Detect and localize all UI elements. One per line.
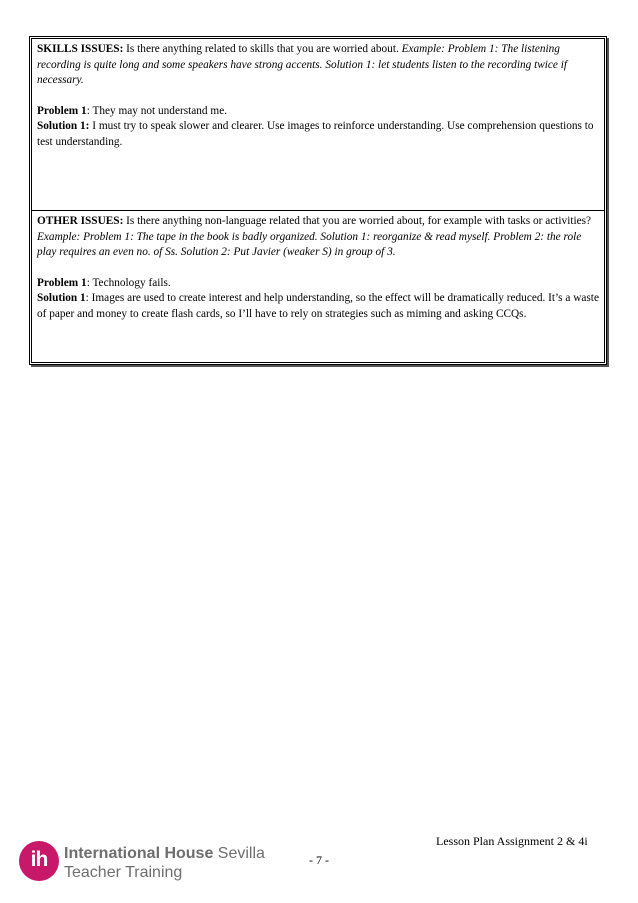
ih-logo-mark: ih [19, 841, 59, 881]
other-issues-cell [32, 211, 604, 362]
other-problem-text: : Technology fails. [86, 276, 171, 289]
footer-assignment-label: Lesson Plan Assignment 2 & 4i [436, 834, 588, 848]
skills-problem-text: : They may not understand me. [86, 104, 228, 117]
skills-intro [37, 42, 599, 89]
skills-problem-label: Problem 1 [37, 104, 87, 117]
other-problem [37, 276, 599, 292]
other-question: Is there anything non-language related that you are worried about, for example with tasks or activities? [123, 215, 592, 227]
other-intro [37, 214, 599, 261]
other-problem-label: Problem 1 [37, 276, 87, 289]
skills-question: Is there anything related to skills that you are worried about. [123, 43, 402, 55]
skills-problem [37, 104, 599, 120]
logo-subtitle: Teacher Training [64, 864, 183, 881]
skills-example: Example: Problem 1: The listening recording is quite long and some speakers have strong accents. Solution 1: let students listen to the recording twice if necessary. [37, 43, 568, 86]
logo-name-bold: International House [64, 845, 214, 862]
logo-name [64, 845, 265, 863]
other-solution-text: : Images are used to create interest and help understanding, so the effect will be dramatically reduced. It’s a waste of paper and money to create flash cards, so I’ll have to rely on strategies such as miming and asking CCQs. [37, 292, 599, 320]
skills-solution [37, 119, 599, 150]
issues-table [29, 36, 607, 365]
other-solution [37, 291, 599, 322]
skills-title: SKILLS ISSUES: [37, 43, 124, 55]
page-number: - 7 - [309, 853, 329, 867]
ih-logo [19, 841, 265, 886]
skills-solution-label: Solution 1: [37, 120, 90, 132]
other-solution-label: Solution 1 [37, 292, 86, 304]
skills-solution-text: I must try to speak slower and clearer. Use images to reinforce understanding. Use comprehension questions to test understanding. [37, 120, 594, 148]
logo-name-city: Sevilla [213, 845, 265, 862]
other-title: OTHER ISSUES: [37, 215, 124, 227]
skills-issues-cell [32, 39, 604, 211]
other-example: Example: Problem 1: The tape in the book is badly organized. Solution 1: reorganize & read myself. Problem 2: the role play requires an even no. of Ss. Solution 2: Put Javier (weaker S) in group of 3. [37, 230, 582, 258]
